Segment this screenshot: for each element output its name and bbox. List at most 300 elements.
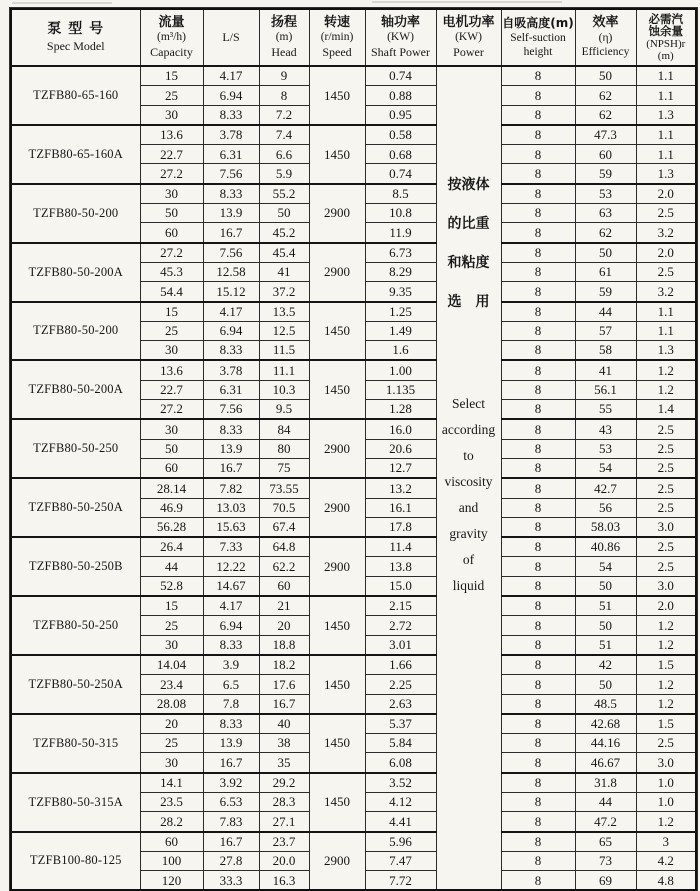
note-line: Select xyxy=(452,396,485,411)
cell-efficiency: 59 xyxy=(575,282,636,302)
col-header-head xyxy=(259,9,309,66)
cell-npsh: 3 xyxy=(636,832,696,852)
cell-capacity: 28.2 xyxy=(140,812,203,832)
note-line: 和粘度 xyxy=(447,255,490,271)
header-line: 电机功率 xyxy=(442,14,495,30)
cell-head: 64.8 xyxy=(259,537,309,557)
cell-npsh: 1.5 xyxy=(636,655,696,675)
cell-npsh: 1.3 xyxy=(636,164,696,184)
col-header-model xyxy=(11,9,140,66)
cell-model: TZFB80-50-200 xyxy=(11,302,140,361)
cell-head: 7.2 xyxy=(259,105,309,125)
cell-npsh: 2.5 xyxy=(636,204,696,223)
cell-suction-height: 8 xyxy=(501,125,575,145)
note-line: viscosity xyxy=(444,474,493,489)
cell-ls: 7.83 xyxy=(203,812,259,832)
cell-npsh: 1.1 xyxy=(636,66,696,86)
cell-shaft-power: 6.73 xyxy=(365,243,436,263)
table-row xyxy=(11,243,696,263)
cell-capacity: 14.04 xyxy=(140,655,203,675)
header-line: (η) xyxy=(598,31,613,44)
cell-efficiency: 44 xyxy=(575,792,636,811)
cell-head: 9.5 xyxy=(259,400,309,420)
cell-ls: 13.9 xyxy=(203,204,259,223)
cell-shaft-power: 11.9 xyxy=(365,223,436,243)
cell-npsh: 1.2 xyxy=(636,360,696,380)
cell-capacity: 20 xyxy=(140,714,203,734)
cell-ls: 12.58 xyxy=(203,262,259,281)
cell-head: 11.1 xyxy=(259,360,309,380)
header-line: Power xyxy=(453,45,484,60)
cell-efficiency: 53 xyxy=(575,439,636,458)
cell-head: 35 xyxy=(259,753,309,773)
cell-npsh: 2.5 xyxy=(636,478,696,498)
cell-capacity: 45.3 xyxy=(140,262,203,281)
cell-suction-height: 8 xyxy=(501,282,575,302)
cell-efficiency: 73 xyxy=(575,851,636,870)
cell-speed: 1450 xyxy=(309,655,365,714)
cell-suction-height: 8 xyxy=(501,517,575,537)
cell-capacity: 46.9 xyxy=(140,498,203,517)
cell-head: 18.2 xyxy=(259,655,309,675)
cell-head: 16.7 xyxy=(259,694,309,714)
cell-ls: 7.56 xyxy=(203,243,259,263)
cell-head: 16.3 xyxy=(259,871,309,891)
header-line: Capacity xyxy=(150,45,193,60)
header-line: (KW) xyxy=(455,31,482,44)
cell-npsh: 1.2 xyxy=(636,694,696,714)
cell-model: TZFB80-65-160A xyxy=(11,125,140,184)
cell-head: 70.5 xyxy=(259,498,309,517)
cell-ls: 6.94 xyxy=(203,86,259,105)
cell-shaft-power: 1.25 xyxy=(365,302,436,322)
cell-shaft-power: 0.58 xyxy=(365,125,436,145)
table-row xyxy=(11,537,696,557)
cell-suction-height: 8 xyxy=(501,694,575,714)
cell-capacity: 22.7 xyxy=(140,145,203,164)
cell-speed: 1450 xyxy=(309,66,365,125)
cell-ls: 16.7 xyxy=(203,832,259,852)
cell-shaft-power: 17.8 xyxy=(365,517,436,537)
cell-model: TZFB80-50-200 xyxy=(11,184,140,243)
cell-npsh: 1.2 xyxy=(636,616,696,635)
cell-suction-height: 8 xyxy=(501,478,575,498)
cell-capacity: 28.14 xyxy=(140,478,203,498)
cell-suction-height: 8 xyxy=(501,635,575,655)
scan-artifact xyxy=(372,1,562,3)
header-line: Efficiency xyxy=(581,46,630,59)
cell-capacity: 28.08 xyxy=(140,694,203,714)
table-row xyxy=(11,360,696,380)
cell-speed: 1450 xyxy=(309,125,365,184)
header-line: (KW) xyxy=(387,31,414,44)
cell-head: 67.4 xyxy=(259,517,309,537)
cell-shaft-power: 0.74 xyxy=(365,66,436,86)
cell-shaft-power: 4.12 xyxy=(365,792,436,811)
header-line: (m³/h) xyxy=(157,31,186,44)
cell-suction-height: 8 xyxy=(501,832,575,852)
header-line: Self-suction xyxy=(510,31,566,44)
cell-suction-height: 8 xyxy=(501,184,575,204)
cell-ls: 7.82 xyxy=(203,478,259,498)
cell-ls: 3.9 xyxy=(203,655,259,675)
cell-npsh: 2.5 xyxy=(636,557,696,576)
header-line: 流量 xyxy=(158,14,185,30)
cell-capacity: 27.2 xyxy=(140,243,203,263)
table-row xyxy=(11,714,696,734)
cell-shaft-power: 1.28 xyxy=(365,400,436,420)
cell-ls: 6.31 xyxy=(203,145,259,164)
cell-npsh: 1.1 xyxy=(636,302,696,322)
cell-ls: 8.33 xyxy=(203,419,259,439)
cell-head: 75 xyxy=(259,458,309,478)
cell-efficiency: 42 xyxy=(575,655,636,675)
cell-capacity: 30 xyxy=(140,184,203,204)
cell-ls: 13.9 xyxy=(203,439,259,458)
cell-head: 20.0 xyxy=(259,851,309,870)
cell-npsh: 2.5 xyxy=(636,458,696,478)
header-line: Speed xyxy=(322,45,352,60)
cell-shaft-power: 16.1 xyxy=(365,498,436,517)
cell-capacity: 60 xyxy=(140,832,203,852)
cell-npsh: 1.2 xyxy=(636,380,696,399)
cell-ls: 6.94 xyxy=(203,616,259,635)
col-header-ls xyxy=(203,9,259,66)
cell-suction-height: 8 xyxy=(501,341,575,361)
cell-npsh: 2.5 xyxy=(636,439,696,458)
cell-npsh: 1.1 xyxy=(636,321,696,340)
cell-suction-height: 8 xyxy=(501,321,575,340)
col-header-motor-power xyxy=(436,9,501,66)
cell-shaft-power: 13.2 xyxy=(365,478,436,498)
cell-shaft-power: 15.0 xyxy=(365,576,436,596)
cell-suction-height: 8 xyxy=(501,66,575,86)
header-line: Spec Model xyxy=(46,38,105,53)
table-row xyxy=(11,478,696,498)
table-row xyxy=(11,184,696,204)
cell-capacity: 23.4 xyxy=(140,675,203,694)
cell-suction-height: 8 xyxy=(501,734,575,753)
cell-head: 11.5 xyxy=(259,341,309,361)
cell-head: 5.9 xyxy=(259,164,309,184)
cell-head: 29.2 xyxy=(259,773,309,793)
header-line: (m) xyxy=(275,31,293,44)
cell-head: 18.8 xyxy=(259,635,309,655)
cell-ls: 13.9 xyxy=(203,734,259,753)
cell-shaft-power: 2.72 xyxy=(365,616,436,635)
cell-suction-height: 8 xyxy=(501,596,575,616)
header-line: (NPSH)r xyxy=(646,38,686,51)
cell-npsh: 1.1 xyxy=(636,86,696,105)
cell-capacity: 27.2 xyxy=(140,400,203,420)
header-line: (r/min) xyxy=(320,31,354,44)
cell-suction-height: 8 xyxy=(501,616,575,635)
cell-ls: 8.33 xyxy=(203,341,259,361)
cell-head: 41 xyxy=(259,262,309,281)
header-line: Shaft Power xyxy=(371,45,430,60)
cell-suction-height: 8 xyxy=(501,204,575,223)
cell-model: TZFB80-50-200A xyxy=(11,360,140,419)
cell-efficiency: 48.5 xyxy=(575,694,636,714)
cell-npsh: 1.0 xyxy=(636,792,696,811)
cell-efficiency: 31.8 xyxy=(575,773,636,793)
cell-suction-height: 8 xyxy=(501,655,575,675)
note-line: of xyxy=(462,552,475,567)
cell-efficiency: 51 xyxy=(575,635,636,655)
cell-ls: 4.17 xyxy=(203,596,259,616)
cell-shaft-power: 11.4 xyxy=(365,537,436,557)
cell-suction-height: 8 xyxy=(501,302,575,322)
col-header-shaft-power xyxy=(365,9,436,66)
cell-head: 17.6 xyxy=(259,675,309,694)
cell-shaft-power: 1.135 xyxy=(365,380,436,399)
cell-npsh: 2.5 xyxy=(636,498,696,517)
table-row xyxy=(11,596,696,616)
cell-efficiency: 62 xyxy=(575,105,636,125)
cell-ls: 6.94 xyxy=(203,321,259,340)
cell-efficiency: 55 xyxy=(575,400,636,420)
cell-npsh: 1.1 xyxy=(636,145,696,164)
cell-shaft-power: 3.52 xyxy=(365,773,436,793)
header-line: height xyxy=(523,46,553,58)
cell-suction-height: 8 xyxy=(501,753,575,773)
cell-shaft-power: 0.68 xyxy=(365,145,436,164)
cell-suction-height: 8 xyxy=(501,557,575,576)
cell-shaft-power: 1.66 xyxy=(365,655,436,675)
cell-shaft-power: 2.25 xyxy=(365,675,436,694)
cell-speed: 2900 xyxy=(309,243,365,302)
cell-capacity: 60 xyxy=(140,223,203,243)
cell-suction-height: 8 xyxy=(501,498,575,517)
cell-speed: 1450 xyxy=(309,596,365,655)
cell-efficiency: 50 xyxy=(575,675,636,694)
cell-efficiency: 51 xyxy=(575,596,636,616)
cell-capacity: 52.8 xyxy=(140,576,203,596)
pump-spec-table xyxy=(10,8,697,891)
cell-suction-height: 8 xyxy=(501,773,575,793)
cell-head: 40 xyxy=(259,714,309,734)
cell-suction-height: 8 xyxy=(501,458,575,478)
cell-shaft-power: 6.08 xyxy=(365,753,436,773)
cell-capacity: 25 xyxy=(140,734,203,753)
cell-capacity: 50 xyxy=(140,439,203,458)
cell-suction-height: 8 xyxy=(501,812,575,832)
cell-shaft-power: 16.0 xyxy=(365,419,436,439)
cell-capacity: 30 xyxy=(140,341,203,361)
cell-speed: 1450 xyxy=(309,360,365,419)
cell-efficiency: 69 xyxy=(575,871,636,891)
note-line: liquid xyxy=(452,578,485,593)
cell-ls: 33.3 xyxy=(203,871,259,891)
table-row xyxy=(11,419,696,439)
cell-npsh: 3.0 xyxy=(636,576,696,596)
cell-shaft-power: 5.96 xyxy=(365,832,436,852)
col-header-efficiency xyxy=(575,9,636,66)
cell-model: TZFB80-50-315 xyxy=(11,714,140,773)
cell-suction-height: 8 xyxy=(501,105,575,125)
col-header-suction-height xyxy=(501,9,575,66)
header-line: 效率 xyxy=(592,15,619,31)
cell-ls: 7.33 xyxy=(203,537,259,557)
cell-capacity: 60 xyxy=(140,458,203,478)
cell-capacity: 27.2 xyxy=(140,164,203,184)
cell-head: 37.2 xyxy=(259,282,309,302)
cell-npsh: 2.5 xyxy=(636,419,696,439)
cell-npsh: 1.2 xyxy=(636,675,696,694)
cell-ls: 6.31 xyxy=(203,380,259,399)
cell-npsh: 4.2 xyxy=(636,851,696,870)
cell-npsh: 2.0 xyxy=(636,596,696,616)
cell-efficiency: 61 xyxy=(575,262,636,281)
table-row xyxy=(11,832,696,852)
cell-head: 28.3 xyxy=(259,792,309,811)
table-row xyxy=(11,773,696,793)
cell-efficiency: 65 xyxy=(575,832,636,852)
cell-model: TZFB100-80-125 xyxy=(11,832,140,891)
cell-efficiency: 41 xyxy=(575,360,636,380)
cell-npsh: 4.8 xyxy=(636,871,696,891)
cell-head: 55.2 xyxy=(259,184,309,204)
cell-efficiency: 47.2 xyxy=(575,812,636,832)
cell-shaft-power: 9.35 xyxy=(365,282,436,302)
cell-efficiency: 50 xyxy=(575,616,636,635)
cell-shaft-power: 5.84 xyxy=(365,734,436,753)
cell-efficiency: 44 xyxy=(575,302,636,322)
cell-efficiency: 50 xyxy=(575,576,636,596)
cell-head: 10.3 xyxy=(259,380,309,399)
cell-ls: 3.78 xyxy=(203,125,259,145)
cell-capacity: 100 xyxy=(140,851,203,870)
cell-efficiency: 63 xyxy=(575,204,636,223)
cell-suction-height: 8 xyxy=(501,360,575,380)
cell-efficiency: 46.67 xyxy=(575,753,636,773)
col-header-capacity xyxy=(140,9,203,66)
col-header-speed xyxy=(309,9,365,66)
cell-suction-height: 8 xyxy=(501,714,575,734)
table-row xyxy=(11,302,696,322)
cell-head: 62.2 xyxy=(259,557,309,576)
cell-capacity: 13.6 xyxy=(140,360,203,380)
cell-npsh: 2.5 xyxy=(636,734,696,753)
header-line: L/S xyxy=(222,30,240,44)
header-line: 必需汽 xyxy=(648,11,683,26)
cell-capacity: 30 xyxy=(140,419,203,439)
note-line: gravity xyxy=(449,526,488,541)
cell-ls: 7.56 xyxy=(203,400,259,420)
note-line: 选 用 xyxy=(447,294,490,310)
cell-ls: 8.33 xyxy=(203,635,259,655)
cell-shaft-power: 3.01 xyxy=(365,635,436,655)
cell-npsh: 3.0 xyxy=(636,753,696,773)
cell-ls: 4.17 xyxy=(203,66,259,86)
cell-ls: 3.78 xyxy=(203,360,259,380)
motor-power-note xyxy=(436,66,501,890)
cell-ls: 8.33 xyxy=(203,105,259,125)
cell-efficiency: 56.1 xyxy=(575,380,636,399)
cell-ls: 13.03 xyxy=(203,498,259,517)
cell-efficiency: 47.3 xyxy=(575,125,636,145)
cell-speed: 1450 xyxy=(309,302,365,361)
cell-efficiency: 42.68 xyxy=(575,714,636,734)
cell-ls: 7.56 xyxy=(203,164,259,184)
cell-capacity: 56.28 xyxy=(140,517,203,537)
cell-ls: 12.22 xyxy=(203,557,259,576)
cell-efficiency: 44.16 xyxy=(575,734,636,753)
cell-capacity: 30 xyxy=(140,105,203,125)
cell-capacity: 44 xyxy=(140,557,203,576)
cell-speed: 2900 xyxy=(309,478,365,537)
note-line: 的比重 xyxy=(447,216,490,232)
cell-head: 20 xyxy=(259,616,309,635)
cell-ls: 27.8 xyxy=(203,851,259,870)
cell-ls: 4.17 xyxy=(203,302,259,322)
cell-shaft-power: 2.63 xyxy=(365,694,436,714)
cell-model: TZFB80-50-315A xyxy=(11,773,140,832)
cell-capacity: 23.5 xyxy=(140,792,203,811)
cell-npsh: 1.3 xyxy=(636,105,696,125)
cell-shaft-power: 8.5 xyxy=(365,184,436,204)
cell-npsh: 3.2 xyxy=(636,223,696,243)
header-line: 泵 型 号 xyxy=(47,21,105,38)
cell-shaft-power: 2.15 xyxy=(365,596,436,616)
cell-head: 80 xyxy=(259,439,309,458)
header-row xyxy=(11,9,696,66)
note-line: according xyxy=(441,422,496,437)
header-line: 轴功率 xyxy=(380,14,420,30)
note-line: and xyxy=(458,500,479,515)
cell-npsh: 2.5 xyxy=(636,262,696,281)
cell-speed: 1450 xyxy=(309,773,365,832)
cell-head: 73.55 xyxy=(259,478,309,498)
cell-ls: 16.7 xyxy=(203,458,259,478)
cell-efficiency: 58.03 xyxy=(575,517,636,537)
cell-ls: 15.63 xyxy=(203,517,259,537)
cell-shaft-power: 10.8 xyxy=(365,204,436,223)
cell-suction-height: 8 xyxy=(501,86,575,105)
cell-suction-height: 8 xyxy=(501,871,575,891)
cell-speed: 2900 xyxy=(309,832,365,891)
cell-suction-height: 8 xyxy=(501,380,575,399)
cell-head: 27.1 xyxy=(259,812,309,832)
cell-npsh: 2.5 xyxy=(636,537,696,557)
table-body xyxy=(11,66,696,890)
cell-ls: 15.12 xyxy=(203,282,259,302)
cell-npsh: 3.0 xyxy=(636,517,696,537)
cell-model: TZFB80-50-250 xyxy=(11,419,140,478)
cell-npsh: 1.2 xyxy=(636,635,696,655)
cell-capacity: 25 xyxy=(140,321,203,340)
cell-capacity: 14.1 xyxy=(140,773,203,793)
cell-capacity: 30 xyxy=(140,753,203,773)
cell-efficiency: 50 xyxy=(575,66,636,86)
cell-shaft-power: 1.49 xyxy=(365,321,436,340)
cell-shaft-power: 1.6 xyxy=(365,341,436,361)
cell-shaft-power: 5.37 xyxy=(365,714,436,734)
cell-capacity: 25 xyxy=(140,86,203,105)
cell-head: 8 xyxy=(259,86,309,105)
cell-model: TZFB80-50-250B xyxy=(11,537,140,596)
cell-suction-height: 8 xyxy=(501,419,575,439)
cell-capacity: 15 xyxy=(140,302,203,322)
cell-efficiency: 54 xyxy=(575,557,636,576)
cell-capacity: 15 xyxy=(140,66,203,86)
cell-ls: 3.92 xyxy=(203,773,259,793)
cell-head: 9 xyxy=(259,66,309,86)
scan-artifact xyxy=(12,2,112,4)
cell-suction-height: 8 xyxy=(501,223,575,243)
motor-power-note-text xyxy=(438,67,500,594)
cell-ls: 8.33 xyxy=(203,184,259,204)
